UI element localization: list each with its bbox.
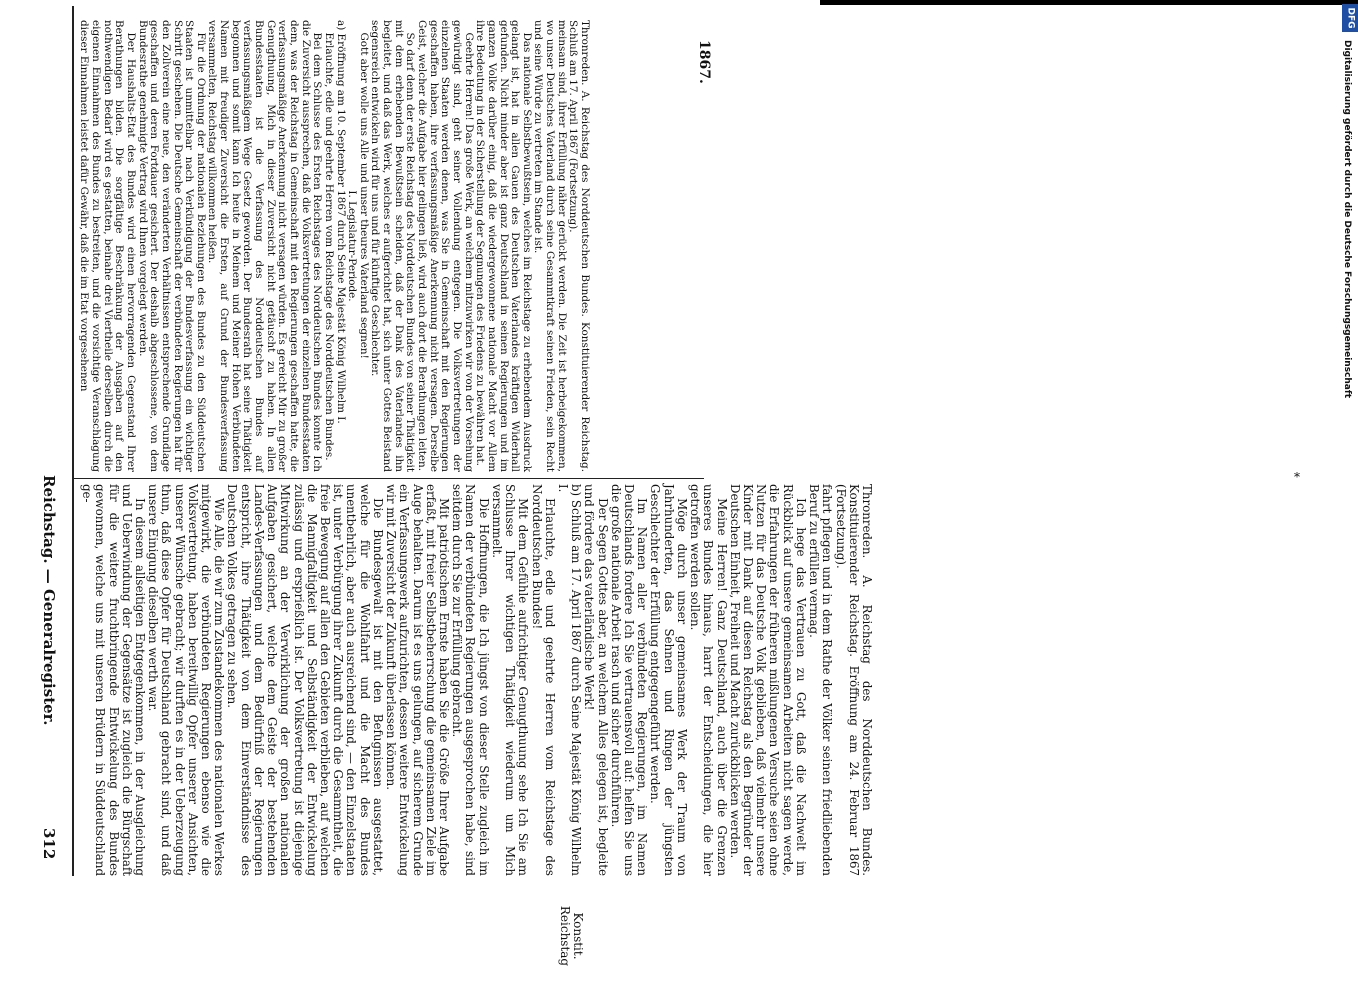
column-divider: [74, 478, 704, 479]
running-title: Reichstag. — Generalregister.: [40, 475, 58, 726]
paragraph: I. Legislatur-Periode.: [346, 190, 359, 302]
column-marker: *: [1294, 470, 1300, 484]
paragraph: Geehrte Herren! Das große Werk, an welchem mitzuwirken wir von der Vorsehung gewürdigt sind, geht seiner Vollendung entgegen. Die Volksvertretungen der einzelnen Staaten werden denen, was Sie in Gemeinschaft mit den Regierungen geschaffen haben, ihre verfassungsmäßige Anerkennung nicht versagen. Derselbe Geist, welcher die Aufgabe hier gelingen ließ, wird auch dort die Berathungen leiten.: [416, 20, 475, 472]
margin-note: [558, 896, 584, 976]
paragraph: Mit dem Gefühle aufrichtiger Genugthuung sehe Ich Sie am Schlusse Ihrer wichtigen Thätigkeit wiederum um Mich versammelt.: [489, 484, 531, 876]
paragraph: Bei dem Schlusse des Ersten Reichstages des Norddeutschen Bundes konnte Ich die Zuversicht aussprechen, daß die Volksvertretungen der einzelnen Bundesstaaten dem, was der Reichstag in Gemeinschaft mit den Regierungen geschaffen hatte, die verfassungsmäßige Anerkennung nicht versagen würden. Es gereicht Mir zu großer Genugthuung, Mich in dieser Zuversicht nicht getäuscht zu haben. In allen Bundesstaaten ist die Verfassung des Norddeutschen Bundes auf verfassungsmäßigem Wege Gesetz geworden. Der Bundesrath hat seine Thätigkeit begonnen und somit kann Ich heute in Meinem und Meiner Hohen Verbündeten Namen mit freudiger Zuversicht die Ersten, auf Grund der Bundesverfassung versammelten, Reichstag willkommen heißen.: [206, 20, 324, 472]
paragraph: Mit patriotischem Ernste haben Sie die Größe Ihrer Aufgabe erfaßt, mit freier Selbstbeherrschung die gemeinsamen Ziele im Auge behalten. Darum ist es uns gelungen, auf sicherem Grunde ein Verfassungswerk aufzurichten, dessen weitere Entwickelung wir mit Zuversicht der Zukunft überlassen können.: [384, 484, 451, 876]
paragraph: Gott aber wolle uns Alle und unser theures Vaterland segnen!: [357, 32, 370, 359]
digitization-note: Digitalisierung gefördert durch die Deutsche Forschungsgemeinschaft: [1342, 40, 1352, 399]
paragraph: Das nationale Selbstbewußtsein, welches im Reichstage zu erhebendem Ausdruck gelangt ist, hat in allen Gauen des Deutschen Vaterlandes kräftigen Widerhall gefunden. Nicht minder aber ist ganz Deutschland in seinen Regierungen und im ganzen Volke darüber einig, daß die wiedergewonnene nationale Macht vor Allem ihre Bedeutung in der Sicherstellung der Segnungen des Friedens zu bewähren hat.: [474, 20, 533, 472]
paragraph: a) Eröffnung am 10. September 1867 durch Seine Majestät König Wilhelm I.: [334, 20, 347, 424]
column-right: [78, 20, 590, 472]
paragraph: Die Hoffnungen, die Ich jüngst von dieser Stelle zugleich im Namen der verbündeten Regierungen ausgesprochen habe, sind seitdem durch Sie zur Erfüllung gebracht.: [450, 484, 491, 876]
paragraph: Thronreden. A. Reichstag des Norddeutschen Bundes. Konstituierender Reichstag. Eröffnung am 24. Februar 1867 (Fortsetzung).: [833, 484, 874, 876]
paragraph: Thronreden. A. Reichstag des Norddeutschen Bundes. Konstituierender Reichstag. Schluß am 17. April 1867 (Fortsetzung).: [567, 20, 591, 472]
dfg-logo: [1342, 4, 1358, 32]
paragraph: Für die Ordnung der nationalen Beziehungen des Bundes zu den Süddeutschen Staaten ist unmittelbar nach Verkündigung der Bundesverfassung ein wichtiger Schritt geschehen. Die Deutsche Gemeinschaft der verbündeten Regierungen hat für den Zollverein eine neue, den veränderten Verhältnissen entsprechende Grundlage geschaffen und deren Fortdauer gesichert. Der deshalb abgeschlossene, von dem Bundesrathe genehmigte Vertrag wird Ihnen vorgelegt werden.: [136, 20, 207, 472]
paragraph: Erlauchte, edle und geehrte Herren vom Reichstage des Norddeutschen Bundes!: [529, 484, 557, 876]
paragraph: In diesem allseitigen Entgegenkommen, in der Ausgleichung und Ueberwindung der Gegensätze ist zugleich die Bürgschaft für die weitere fruchtbringende Entwickelung des Bundes gewonnen, welche uns mit unseren Brüdern in Süddeutschland ge-: [80, 484, 147, 876]
header-rule: [72, 6, 74, 876]
paragraph: Der Segen Gottes aber, an welchem Alles gelegen ist, begleite und fördere das vaterländische Werk!: [582, 484, 610, 876]
scan-top-edge: [820, 0, 1358, 5]
paragraph: Erlauchte, edle und geehrte Herren vom Reichstage des Norddeutschen Bundes.: [322, 32, 335, 461]
paragraph: Meine Herren! Ganz Deutschland, auch über die Grenzen unseres Bundes hinaus, harrt der Entscheidungen, die hier getroffen werden sollen.: [688, 484, 729, 876]
paragraph: Im Namen aller verbündeten Regierungen, im Namen Deutschlands fordere Ich Sie vertrauensvoll auf: helfen Sie uns die große nationale Arbeit rasch und sicher durchführen.: [608, 484, 650, 876]
paragraph: Möge durch unser gemeinsames Werk der Traum von Jahrhunderten, das Sehnen und Ringen der jüngsten Geschlechter der Erfüllung entgegengeführt werden.: [648, 484, 689, 876]
margin-note-line1: Konstit.: [571, 912, 585, 960]
paragraph: Der Haushalts-Etat des Bundes wird einen hervorragenden Gegenstand Ihrer Berathungen bilden. Die sorgfältige Beschränkung der Ausgaben auf den nothwendigen Bedarf wird es gestatten, beinahe drei Viertheile derselben durch die eigenen Einnahmen des Bundes zu bestreiten, und die vorsichtige Veranschlagung dieser Einnahmen leistet dafür Gewähr, daß die im Etat vorgesehenen: [78, 20, 138, 472]
paragraph: Wie Alle, die wir zum Zustandekommen des nationalen Werkes mitgewirkt, die verbündeten Regierungen ebenso wie die Volksvertretung, haben bereitwillig Opfer unserer Ansichten, unserer Wünsche gebracht; wir durften es in der Ueberzeugung thun, daß diese Opfer für Deutschland gebracht sind, und daß unsere Einigung dieselben werth war.: [146, 484, 227, 876]
paragraph: Ich hege das Vertrauen zu Gott, daß die Nachwelt im Rückblick auf unsere gemeinsamen Arbeiten nicht sagen werde, die Erfahrungen der früheren mißlungenen Versuche seien ohne Nutzen für das Deutsche Volk geblieben, daß vielmehr unsere Kinder mit Dank auf diesen Reichstag als den Begründer der Deutschen Einheit, Freiheit und Macht zurückblicken werden.: [727, 484, 808, 876]
paragraph: b) Schluß am 17. April 1867 durch Seine Majestät König Wilhelm I.: [555, 484, 584, 876]
year-label: 1867.: [696, 40, 712, 84]
page-number: 312: [40, 828, 58, 860]
paragraph: fahrt pflegen und in dem Rathe der Völker seinen friedliebenden Beruf zu erfüllen vermag.: [807, 484, 835, 876]
dfg-logo-text: DFG: [1345, 7, 1356, 29]
paragraph: So darf denn der erste Reichstag des Norddeutschen Bundes von seiner Thätigkeit mit dem erhebenden Bewußtsein scheiden, daß der Dank des Vaterlandes ihn begleitet, und daß das Werk, welches er aufgerichtet hat, sich unter Gottes Beistand segensreich entwickeln wird für uns und für künftige Geschlechter.: [369, 20, 417, 472]
margin-note-line2: Reichstag: [558, 905, 572, 967]
paragraph: Die Bundesgewalt ist mit den Befugnissen ausgestattet, welche für die Wohlfahrt und die Macht des Bundes unentbehrlich, aber auch ausreichend sind, — den Einzelstaaten ist, unter Verbürgung ihrer Zukunft durch die Gesammtheit, die freie Bewegung auf allen den Gebieten verblieben, auf welchen die Mannigfaltigkeit und Selbständigkeit der Entwickelung zulässig und ersprießlich ist. Der Volksvertretung ist diejenige Mitwirkung an der Verwirklichung der großen nationalen Aufgaben gesichert, welche dem Geiste der bestehenden Landes-Verfassungen und dem Bedürfniß der Regierungen entspricht, ihre Thätigkeit von dem Einverständnisse des Deutschen Volkes getragen zu sehen.: [225, 484, 385, 876]
paragraph: meinsam sind, ihrer Erfüllung näher gerückt werden. Die Zeit ist herbeigekommen, wo unser Deutsches Vaterland durch seine Gesammtkraft seinen Frieden, sein Recht und seine Würde zu vertreten im Stande ist.: [532, 20, 568, 472]
column-left: [80, 484, 873, 876]
